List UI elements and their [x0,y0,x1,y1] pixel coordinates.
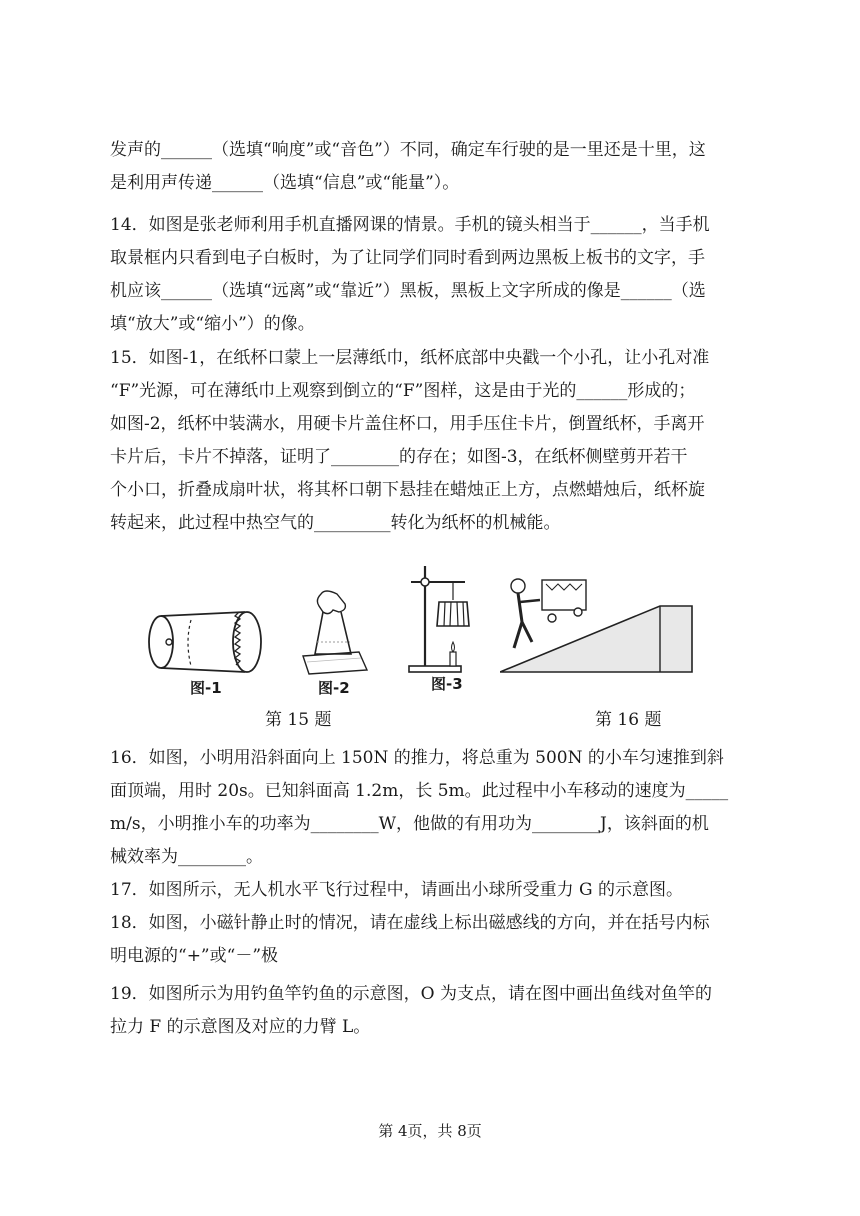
figure-caption-15: 第 15 题 [265,710,332,730]
text-line: 转起来，此过程中热空气的_________转化为纸杯的机械能。 [110,513,561,533]
text-line: 如图-2，纸杯中装满水，用硬卡片盖住杯口，用手压住卡片，倒置纸杯，手离开 [110,414,705,434]
text-line: 取景框内只看到电子白板时，为了让同学们同时看到两边黑板上板书的文字，手 [110,248,705,268]
figure-1-paper-cup [143,608,273,676]
question-18 [110,907,750,973]
figure-3-label: 图-3 [431,675,463,693]
text-line: 面顶端，用时 20s。已知斜面高 1.2m，长 5m。此过程中小车移动的速度为_____ [110,781,729,801]
question-13-tail [110,134,750,200]
figure-1-label: 图-1 [190,679,222,697]
text-line: 个小口，折叠成扇叶状，将其杯口朝下悬挂在蜡烛正上方，点燃蜡烛后，纸杯旋 [110,480,705,500]
figure-16-slope-cart [500,572,695,676]
text-line: 是利用声传递______（选填“信息”或“能量”）。 [110,173,460,193]
question-17 [110,874,750,907]
text-line: m/s，小明推小车的功率为________W，他做的有用功为________J，该斜面的机 [110,814,709,834]
question-14 [110,209,750,341]
text-line: 发声的______（选填“响度”或“音色”）不同，确定车行驶的是一里还是十里，这 [110,140,706,160]
page-number-footer: 第 4页，共 8页 [378,1122,482,1140]
text-line: 16．如图，小明用沿斜面向上 150N 的推力，将总重为 500N 的小车匀速推到斜 [110,748,724,768]
text-line: 械效率为________。 [110,847,263,867]
text-line: 填“放大”或“缩小”）的像。 [110,314,315,334]
text-line: 19．如图所示为用钓鱼竿钓鱼的示意图，O 为支点，请在图中画出鱼线对鱼竿的 [110,984,712,1004]
text-line: 明电源的“+”或“－”极 [110,946,279,966]
text-line: 18．如图，小磁针静止时的情况，请在虚线上标出磁感线的方向，并在括号内标 [110,913,710,933]
figure-2-inverted-cup [293,590,373,676]
figure-2-label: 图-2 [318,679,350,697]
text-line: “F”光源，可在薄纸巾上观察到倒立的“F”图样，这是由于光的______形成的； [110,381,696,401]
figure-3-stand-candle [403,562,473,676]
question-16 [110,742,750,874]
text-line: 14．如图是张老师利用手机直播网课的情景。手机的镜头相当于______，当手机 [110,215,710,235]
question-15 [110,342,750,540]
text-line: 15．如图-1，在纸杯口蒙上一层薄纸巾，纸杯底部中央戳一个小孔，让小孔对准 [110,348,710,368]
text-line: 机应该______（选填“远离”或“靠近”）黑板，黑板上文字所成的像是______（选 [110,281,706,301]
figure-caption-16: 第 16 题 [595,710,662,730]
figures-area [135,560,695,730]
text-line: 卡片后，卡片不掉落，证明了________的存在；如图-3，在纸杯侧壁剪开若干 [110,447,688,467]
text-line: 17．如图所示，无人机水平飞行过程中，请画出小球所受重力 G 的示意图。 [110,880,684,900]
text-line: 拉力 F 的示意图及对应的力臂 L。 [110,1017,371,1037]
question-19 [110,978,750,1044]
